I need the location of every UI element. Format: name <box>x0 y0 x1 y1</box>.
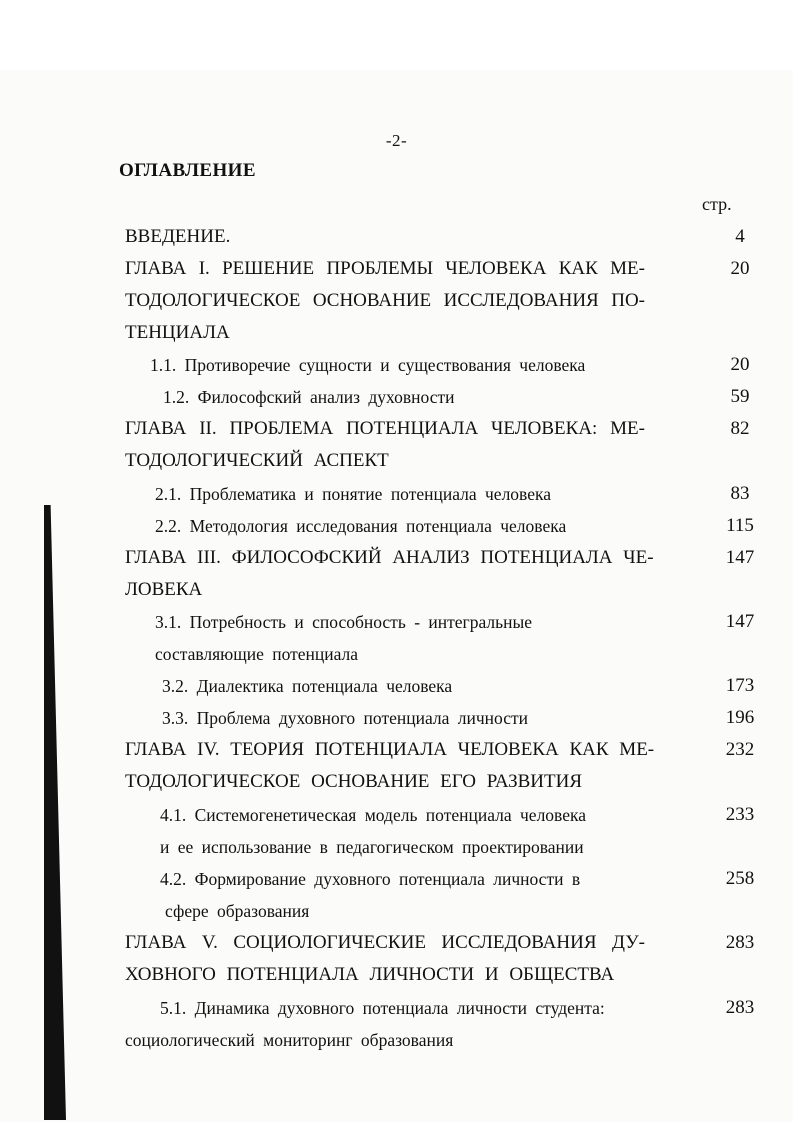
toc-entry-page: 173 <box>725 675 755 696</box>
toc-entry-line: 3.3. Проблема духовного потенциала личности <box>162 708 528 728</box>
toc-entry-page: 147 <box>725 547 755 568</box>
toc-entry-line: 4.2. Формирование духовного потенциала личности в <box>160 869 581 889</box>
toc-entry-text <box>125 992 605 1056</box>
toc-entry-line: ГЛАВА I. РЕШЕНИЕ ПРОБЛЕМЫ ЧЕЛОВЕКА КАК МЕ- <box>125 258 645 279</box>
page-column-label: стр. <box>702 194 732 214</box>
toc-entry-line: 1.1. Противоречие сущности и существования человека <box>150 355 586 375</box>
toc-entry-line: ТЕНЦИАЛА <box>125 322 230 343</box>
toc-entry-line: 2.1. Проблематика и понятие потенциала человека <box>155 484 551 504</box>
toc-entry-line: 4.1. Системогенетическая модель потенциала человека <box>160 805 586 825</box>
toc-entry-page: 147 <box>725 611 755 632</box>
toc-entry-line: социологический мониторинг образования <box>125 1030 454 1050</box>
toc-entry-line: ГЛАВА III. ФИЛОСОФСКИЙ АНАЛИЗ ПОТЕНЦИАЛА ЧЕ- <box>125 547 654 568</box>
toc-entry-text <box>155 606 532 670</box>
toc-entry-text <box>163 381 455 413</box>
toc-entry-text <box>162 702 528 734</box>
toc-entry-text <box>155 510 566 542</box>
toc-entry-line: ГЛАВА V. СОЦИОЛОГИЧЕСКИЕ ИССЛЕДОВАНИЯ ДУ- <box>125 932 645 953</box>
toc-entry-line: сфере образования <box>165 901 310 921</box>
toc-title: ОГЛАВЛЕНИЕ <box>119 160 256 181</box>
toc-entry-page: 283 <box>725 997 755 1018</box>
toc-entry-line: ТОДОЛОГИЧЕСКИЙ АСПЕКТ <box>125 450 389 471</box>
toc-entry-line: ГЛАВА II. ПРОБЛЕМА ПОТЕНЦИАЛА ЧЕЛОВЕКА: МЕ- <box>125 418 645 439</box>
toc-entry-page: 83 <box>730 483 750 504</box>
toc-entry-page: 59 <box>730 386 750 407</box>
toc-entry-text <box>160 863 580 927</box>
toc-entry-page: 115 <box>726 515 754 536</box>
toc-entry-line: ХОВНОГО ПОТЕНЦИАЛА ЛИЧНОСТИ И ОБЩЕСТВА <box>125 964 615 985</box>
toc-entry-text <box>150 349 585 381</box>
toc-entry-page: 233 <box>725 804 755 825</box>
toc-entry-line: 2.2. Методология исследования потенциала человека <box>155 516 567 536</box>
toc-entry-page: 196 <box>725 707 755 728</box>
toc-entry-page: 20 <box>730 354 750 375</box>
toc-entry-text <box>125 221 645 253</box>
toc-entry-line: и ее использование в педагогическом проектировании <box>160 837 584 857</box>
toc-entry-page: 4 <box>735 226 745 247</box>
toc-entry-text <box>125 253 645 349</box>
toc-entry-line: 3.1. Потребность и способность - интегральные <box>155 612 532 632</box>
toc-entry-line: 5.1. Динамика духовного потенциала личности студента: <box>160 998 605 1018</box>
toc-entry-text <box>125 734 655 798</box>
toc-entry-line: ГЛАВА IV. ТЕОРИЯ ПОТЕНЦИАЛА ЧЕЛОВЕКА КАК МЕ- <box>125 739 655 760</box>
toc-entry-line: 3.2. Диалектика потенциала человека <box>162 676 453 696</box>
toc-entry-text <box>125 413 645 477</box>
toc-entry-page: 283 <box>725 932 755 953</box>
toc-entry-text <box>160 799 586 863</box>
toc-entry-line: составляющие потенциала <box>155 644 359 664</box>
toc-entry-line: ТОДОЛОГИЧЕСКОЕ ОСНОВАНИЕ ЕГО РАЗВИТИЯ <box>125 771 583 792</box>
toc-entry-page: 20 <box>730 258 750 279</box>
toc-entry-line: 1.2. Философский анализ духовности <box>163 387 455 407</box>
toc-entry-text <box>125 542 654 606</box>
toc-entry-page: 258 <box>725 868 755 889</box>
toc-entry-text <box>155 478 551 510</box>
toc-entry-line: ВВЕДЕНИЕ. <box>125 226 231 247</box>
toc-entry-page: 232 <box>725 739 755 760</box>
toc-entry-line: ТОДОЛОГИЧЕСКОЕ ОСНОВАНИЕ ИССЛЕДОВАНИЯ ПО- <box>125 290 645 311</box>
toc-entry-text <box>162 670 452 702</box>
toc-entry-page: 82 <box>730 418 750 439</box>
page-number: -2- <box>385 131 408 150</box>
page-top-margin <box>0 0 793 70</box>
toc-entry-text <box>125 927 645 991</box>
toc-entry-line: ЛОВЕКА <box>125 579 203 600</box>
